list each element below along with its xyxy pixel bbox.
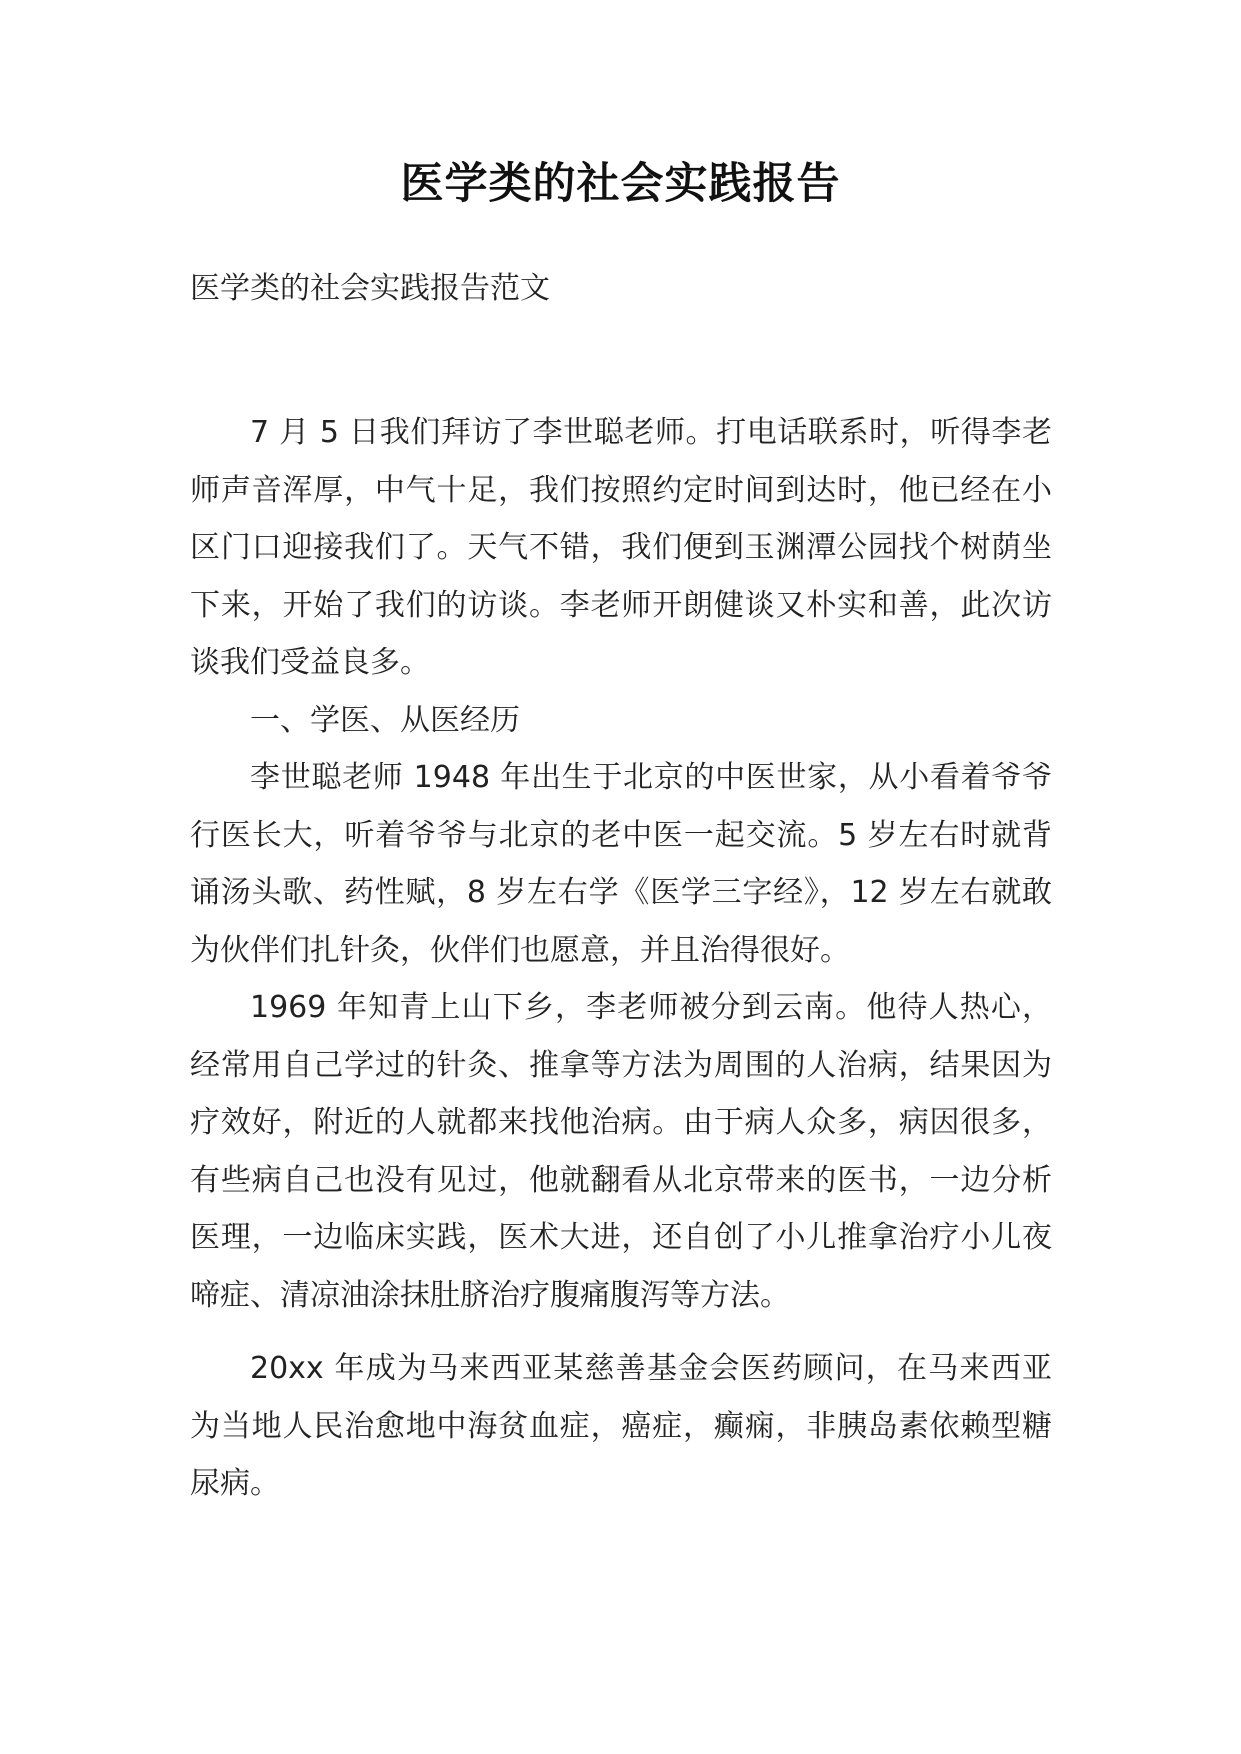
paragraph-yunnan: 1969 年知青上山下乡，李老师被分到云南。他待人热心，经常用自己学过的针灸、推拿等方法为周围的人治病，结果因为疗效好，附近的人就都来找他治病。由于病人众多，病因很多，有些病自己也没有见过，他就翻看从北京带来的医书，一边分析医理，一边临床实践，医术大进，还自创了小儿推拿治疗小儿夜啼症、清凉油涂抹肚脐治疗腹痛腹泻等方法。 [190, 990, 1052, 1313]
section-heading-medical-experience: 一、学医、从医经历 [250, 702, 520, 738]
document-subtitle: 医学类的社会实践报告范文 [190, 271, 550, 306]
paragraph-malaysia: 20xx 年成为马来西亚某慈善基金会医药顾问，在马来西亚为当地人民治愈地中海贫血症，癌症，癫痫，非胰岛素依赖型糖尿病。 [190, 1351, 1052, 1501]
paragraph-intro: 7 月 5 日我们拜访了李世聪老师。打电话联系时，听得李老师声音浑厚，中气十足，我们按照约定时间到达时，他已经在小区门口迎接我们了。天气不错，我们便到玉渊潭公园找个树荫坐下来，开始了我们的访谈。李老师开朗健谈又朴实和善，此次访谈我们受益良多。 [190, 415, 1052, 680]
document-title: 医学类的社会实践报告 [400, 159, 841, 209]
document-body [190, 404, 1052, 1513]
paragraph-early-life: 李世聪老师 1948 年出生于北京的中医世家，从小看着爷爷行医长大，听着爷爷与北京的老中医一起交流。5 岁左右时就背诵汤头歌、药性赋，8 岁左右学《医学三字经》，12 岁左右就敢为伙伴们扎针灸，伙伴们也愿意，并且治得很好。 [190, 760, 1052, 968]
